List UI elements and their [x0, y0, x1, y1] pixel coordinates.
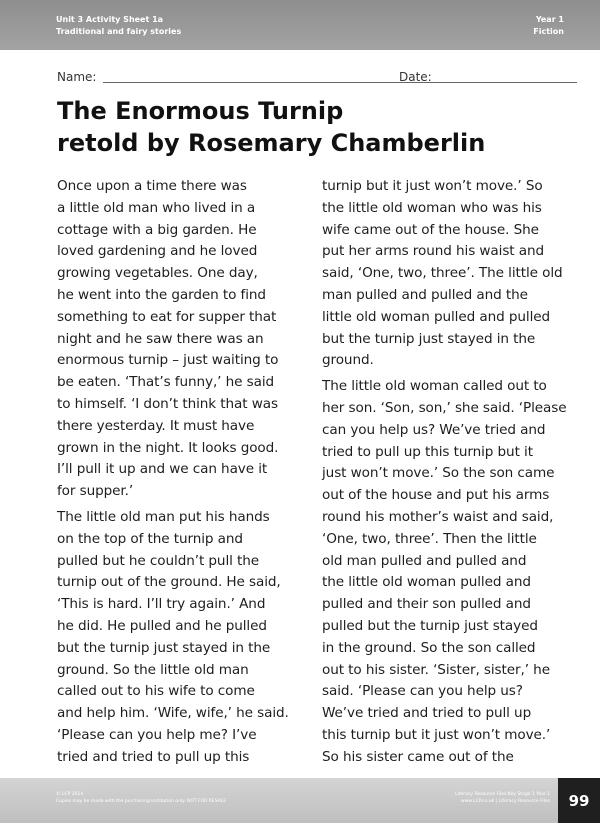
story-line: on the top of the turnip and [57, 530, 243, 547]
story-line: little old woman pulled and pulled [322, 308, 551, 325]
story-line: ground. So the little old man [57, 661, 249, 678]
story-line: Once upon a time there was [57, 178, 247, 194]
story-line: there yesterday. It must have [57, 417, 255, 434]
story-line: tried and tried to pull up this [57, 748, 250, 765]
story-line: said. ‘Please can you help us? [322, 683, 523, 700]
story-line: growing vegetables. One day, [57, 265, 258, 282]
story-line: the little old woman who was his [322, 199, 542, 216]
story-line: for supper.’ [57, 483, 134, 500]
story-line: old man pulled and pulled and [322, 552, 527, 569]
story-line: put her arms round his waist and [322, 243, 545, 260]
story-line: said, ‘One, two, three’. The little old [322, 265, 563, 282]
story-line: but the turnip just stayed in the [322, 330, 536, 347]
unit-label: Unit 3 Activity Sheet 1a [56, 15, 164, 24]
story-line: We’ve tried and tried to pull up [322, 705, 532, 722]
story-line: ‘Please can you help me? I’ve [57, 726, 257, 743]
name-label: Name: [57, 70, 97, 84]
story-line: loved gardening and he loved [57, 243, 258, 260]
story-line: pulled and their son pulled and [322, 596, 531, 613]
story-line: can you help us? We’ve tried and [322, 421, 546, 438]
story-paragraph [57, 176, 305, 503]
story-line: out of the house and put his arms [322, 487, 550, 504]
story-line: cottage with a big garden. He [57, 221, 257, 238]
story-line: ‘One, two, three’. Then the little [322, 530, 537, 547]
story-line: The little old man put his hands [57, 508, 270, 525]
story-line: her son. ‘Son, son,’ she said. ‘Please [322, 399, 567, 416]
story-line: grown in the night. It looks good. [57, 439, 279, 456]
story-line: ground. [322, 352, 374, 369]
story-line: he did. He pulled and he pulled [57, 617, 267, 634]
story-line: man pulled and pulled and the [322, 286, 528, 303]
footer-left [56, 791, 226, 805]
title-line-2: retold by Rosemary Chamberlin [57, 129, 486, 157]
title-line-1: The Enormous Turnip [57, 97, 344, 125]
story-line: he went into the garden to find [57, 286, 266, 303]
story-column-left [57, 176, 305, 773]
story-line: pulled but he couldn’t pull the [57, 552, 260, 569]
footer-right [420, 791, 550, 805]
story-line: The little old woman called out to [322, 378, 547, 395]
story-line: be eaten. ‘That’s funny,’ he said [57, 374, 275, 391]
story-line: turnip out of the ground. He said, [57, 574, 281, 591]
story-column-right [322, 176, 570, 773]
year-label: Year 1 [535, 15, 564, 24]
header-left [56, 14, 181, 38]
story-paragraph [57, 507, 305, 769]
website-text: www.LCP.co.uk | Literacy Resource Files [461, 799, 550, 804]
header-bar [0, 0, 600, 50]
story-line: to himself. ‘I don’t think that was [57, 395, 278, 412]
page-number: 99 [558, 778, 600, 823]
story-line: in the ground. So the son called [322, 639, 536, 656]
story-line: night and he saw there was an [57, 330, 264, 347]
story-line: wife came out of the house. She [322, 221, 539, 238]
story-line: enormous turnip – just waiting to [57, 352, 279, 369]
story-line: this turnip but it just won’t move.’ [322, 726, 551, 743]
genre-label: Fiction [533, 27, 564, 36]
story-line: just won’t move.’ So the son came [322, 465, 555, 482]
story-line: a little old man who lived in a [57, 199, 256, 216]
story-title [57, 95, 557, 159]
story-paragraph [322, 176, 570, 372]
story-line: I’ll pull it up and we can have it [57, 461, 268, 478]
story-line: something to eat for supper that [57, 308, 277, 325]
story-paragraph [322, 376, 570, 768]
story-line: and help him. ‘Wife, wife,’ he said. [57, 705, 289, 722]
story-line: pulled but the turnip just stayed [322, 617, 538, 634]
story-line: out to his sister. ‘Sister, sister,’ he [322, 661, 550, 678]
story-line: So his sister came out of the [322, 748, 514, 765]
date-field[interactable] [437, 82, 577, 83]
copy-notice: Copies may be made with the purchasing institution only. NOT FOR RESALE [56, 799, 227, 804]
header-right [533, 14, 564, 38]
series-text: Literacy Resource Files Key Stage 1 Year 1 [455, 792, 550, 797]
story-line: called out to his wife to come [57, 683, 255, 700]
story-line: but the turnip just stayed in the [57, 639, 271, 656]
unit-subtitle: Traditional and fairy stories [56, 27, 182, 36]
story-line: turnip but it just won’t move.’ So [322, 178, 543, 194]
copyright-text: © LCP 2014 [56, 792, 84, 797]
date-label: Date: [399, 70, 432, 84]
footer-bar [0, 778, 600, 823]
name-date-row [57, 70, 577, 86]
story-line: round his mother’s waist and said, [322, 508, 554, 525]
story-line: tried to pull up this turnip but it [322, 443, 533, 460]
story-line: the little old woman pulled and [322, 574, 531, 591]
story-line: ‘This is hard. I’ll try again.’ And [57, 596, 266, 613]
